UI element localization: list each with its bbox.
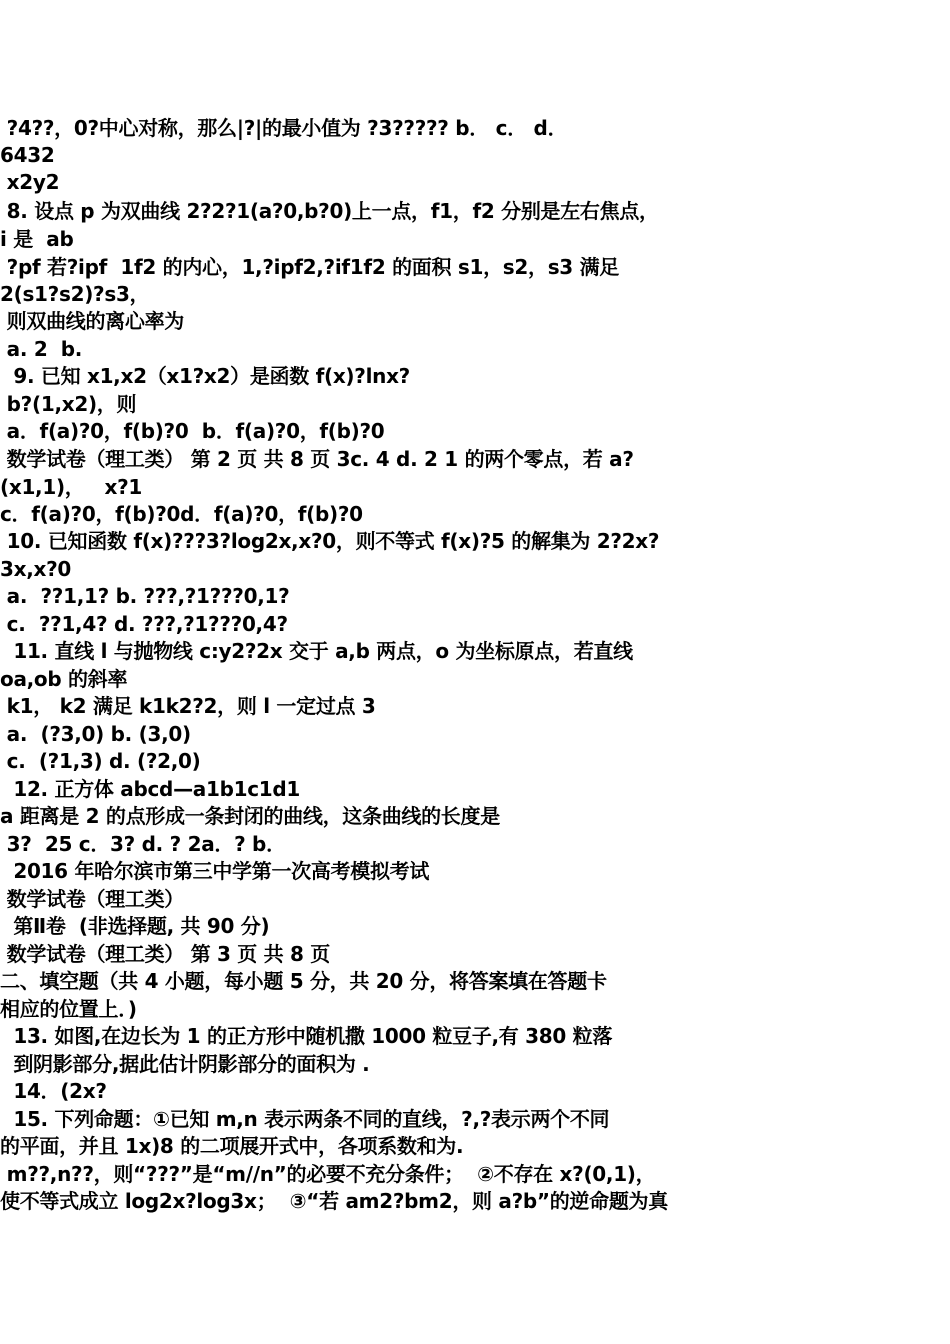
text-line: (x1,1)， x?1 bbox=[0, 475, 143, 499]
text-line: 2016 年哈尔滨市第三中学第一次高考模拟考试 bbox=[0, 859, 430, 883]
text-line: 11. 直线 l 与抛物线 c:y2?2x 交于 a,b 两点，o 为坐标原点，若直线 bbox=[0, 639, 633, 663]
text-line: 则双曲线的离心率为 bbox=[0, 309, 184, 333]
text-line: 9. 已知 x1,x2（x1?x2）是函数 f(x)?lnx? bbox=[0, 364, 410, 388]
text-line: b?(1,x2)，则 bbox=[0, 392, 137, 416]
text-line: x2y2 bbox=[0, 170, 60, 194]
text-line: 13. 如图,在边长为 1 的正方形中随机撒 1000 粒豆子,有 380 粒落 bbox=[0, 1024, 613, 1048]
text-line: c．f(a)?0，f(b)?0d．f(a)?0，f(b)?0 bbox=[0, 502, 363, 526]
text-line: c. ??1,4? d. ???,?1???0,4? bbox=[0, 612, 288, 636]
text-line: 数学试卷（理工类） 第 3 页 共 8 页 bbox=[0, 942, 330, 966]
text-line: 2(s1?s2)?s3， bbox=[0, 282, 150, 306]
text-line: oa,ob 的斜率 bbox=[0, 667, 128, 691]
text-line: a 距离是 2 的点形成一条封闭的曲线，这条曲线的长度是 bbox=[0, 804, 500, 828]
text-line: 数学试卷（理工类） 第 2 页 共 8 页 3c. 4 d. 2 1 的两个零点，若 a? bbox=[0, 447, 634, 471]
text-line: a. ??1,1? b. ???,?1???0,1? bbox=[0, 584, 290, 608]
text-line: 3? 25 c．3? d. ? 2a．? b． bbox=[0, 832, 286, 856]
text-line: c. (?1,3) d. (?2,0) bbox=[0, 749, 201, 773]
text-line: 数学试卷（理工类） bbox=[0, 887, 184, 911]
text-line: 第Ⅱ卷 (非选择题, 共 90 分) bbox=[0, 914, 270, 938]
text-line: i 是 ab bbox=[0, 227, 74, 251]
text-line: a. 2 b. bbox=[0, 337, 83, 361]
text-line: k1， k2 满足 k1k2?2，则 l 一定过点 3 bbox=[0, 694, 376, 718]
text-line: 14．(2x? bbox=[0, 1079, 107, 1103]
text-line: 6432 bbox=[0, 143, 55, 167]
text-line: a．f(a)?0，f(b)?0 b．f(a)?0，f(b)?0 bbox=[0, 419, 385, 443]
text-line: 使不等式成立 log2x?log3x； ③“若 am2?bm2，则 a?b”的逆命题为真 bbox=[0, 1189, 668, 1213]
text-line: 15. 下列命题：①已知 m,n 表示两条不同的直线，?,?表示两个不同 bbox=[0, 1107, 610, 1131]
text-line: 10. 已知函数 f(x)???3?log2x,x?0，则不等式 f(x)?5 的解集为 2?2x? bbox=[0, 529, 660, 553]
text-line: m??,n??，则“???”是“m//n”的必要不充分条件； ②不存在 x?(0,1)， bbox=[0, 1162, 656, 1186]
text-line: 8. 设点 p 为双曲线 2?2?1(a?0,b?0)上一点，f1，f2 分别是左右焦点， bbox=[0, 199, 659, 223]
text-line: ?4??，0?中心对称，那么|?|的最小值为 ?3????? b． c． d． bbox=[0, 116, 568, 140]
text-line: 二、填空题（共 4 小题，每小题 5 分，共 20 分，将答案填在答题卡 bbox=[0, 969, 607, 993]
text-line: 12. 正方体 abcd—a1b1c1d1 bbox=[0, 777, 301, 801]
text-line: 3x,x?0 bbox=[0, 557, 72, 581]
text-line: 相应的位置上．) bbox=[0, 997, 137, 1021]
text-line: a. (?3,0) b. (3,0) bbox=[0, 722, 191, 746]
text-line: ?pf 若?ipf 1f2 的内心，1,?ipf2,?if1f2 的面积 s1，s2，s3 满足 bbox=[0, 255, 619, 279]
text-line: 的平面，并且 1x)8 的二项展开式中，各项系数和为. bbox=[0, 1134, 464, 1158]
text-line: 到阴影部分,据此估计阴影部分的面积为 . bbox=[0, 1052, 370, 1076]
